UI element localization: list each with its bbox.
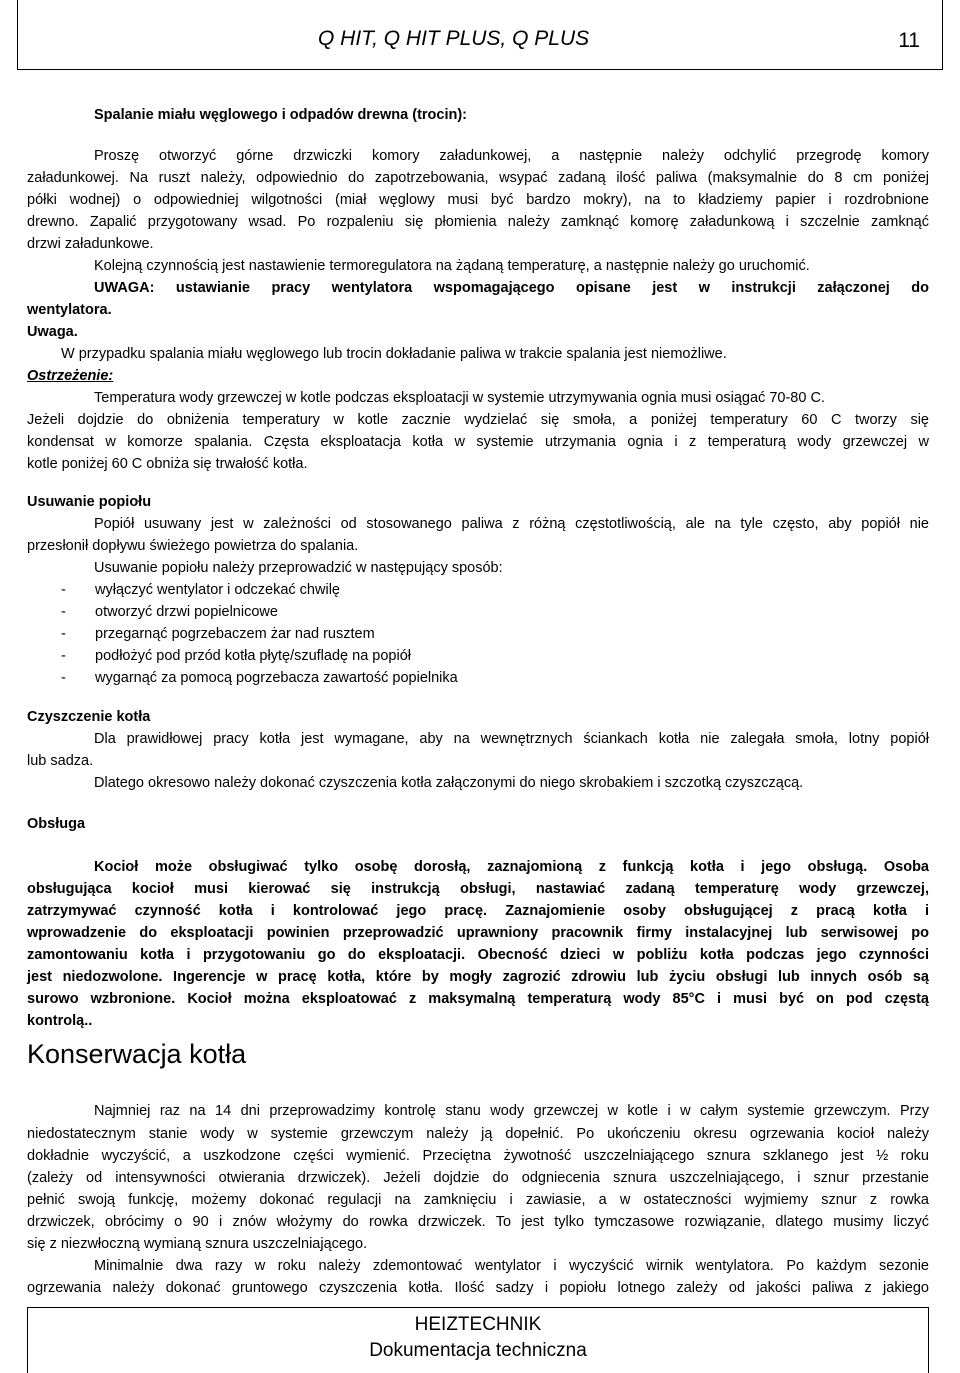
- warning-line: UWAGA: ustawianie pracy wentylatora wspomagającego opisane jest w instrukcji załączonej do: [94, 280, 929, 296]
- paragraph-line: wprowadzenie do eksploatacji powinien przeprowadzić uprawniony pracownik firmy instalacyjnej lub serwisowej po: [27, 925, 929, 941]
- note-label: Uwaga.: [27, 324, 78, 340]
- paragraph-line: jest niedozwolone. Ingerencje w pracę kotła, które by mogły zagrozić zdrowiu lub życiu obsługi lub innych osób są: [27, 969, 929, 985]
- paragraph-line: dokładnie wyczyścić, a uszkodzone części wymienić. Przeciętna żywotność uszczelniającego sznura szklanego jest ½ roku: [27, 1148, 929, 1164]
- paragraph-line: Jeżeli dojdzie do obniżenia temperatury w kotle zacznie wydzielać się smoła, a poniżej temperatury 60 C tworzy się: [27, 412, 929, 428]
- paragraph-line: Dla prawidłowej pracy kotła jest wymagane, aby na wewnętrznych ściankach kotła nie zalegała smoła, lotny popiół: [94, 731, 929, 747]
- page-header: [17, 0, 943, 70]
- paragraph-line: Proszę otworzyć górne drzwiczki komory załadunkowej, a następnie należy odchylić przegrodę komory: [94, 148, 929, 164]
- footer-doc-type: Dokumentacja techniczna: [369, 1340, 587, 1361]
- paragraph-line: drewno. Zapalić przygotowany wsad. Po rozpaleniu się płomienia należy zamknąć komorę załadunkową i szczelnie zamknąć: [27, 214, 929, 230]
- paragraph-line: drzwiczek, obrócimy o 90 i znów włożymy do rowka drzwiczek. To jest tylko tymczasowe rozwiązanie, dlatego musimy liczyć: [27, 1214, 929, 1230]
- paragraph-line: zatrzymywać czynność kotła i kontrolować jego pracę. Zaznajomienie osoby obsługującej z pracą kotła i: [27, 903, 929, 919]
- section-heading-cleaning: Czyszczenie kotła: [27, 709, 151, 725]
- paragraph-line: Kocioł może obsługiwać tylko osobę dorosłą, zaznajomioną z funkcją kotła i jego obsługą. Osoba: [94, 859, 929, 875]
- paragraph-line: Minimalnie dwa razy w roku należy zdemontować wentylator i wyczyścić wirnik wentylatora. Po każdym sezonie: [94, 1258, 929, 1274]
- paragraph-line: zamontowaniu kotła i przygotowaniu go do eksploatacji. Obecność dzieci w pobliżu kotła podczas jego czynności: [27, 947, 929, 963]
- list-item: - podłożyć pod przód kotła płytę/szufladę na popiół: [61, 648, 411, 664]
- paragraph-line: obsługująca kocioł musi kierować się instrukcją obsługi, nastawiać zadaną temperaturę wody grzewczej,: [27, 881, 929, 897]
- caution-label: Ostrzeżenie:: [27, 368, 114, 384]
- paragraph-line: ogrzewania należy dokonać gruntowego czyszczenia kotła. Ilość sadzy i popiołu lotnego zależy od jakości paliwa z jakiego: [27, 1280, 929, 1296]
- page-number: 11: [898, 29, 920, 52]
- paragraph-line: półki wodnej) o odpowiedniej wilgotności (miał węglowy musi być bardzo mokry), na to kładziemy papier i rozdrobnione: [27, 192, 929, 208]
- paragraph-line: Najmniej raz na 14 dni przeprowadzimy kontrolę stanu wody grzewczej w kotle i w całym systemie grzewczym. Przy: [94, 1103, 929, 1119]
- paragraph-line: (zależy od intensywności otwierania drzwiczek). Jeżeli dojdzie do odgniecenia sznura uszczelniającego, i sznur przestanie: [27, 1170, 929, 1186]
- paragraph-line: kontrolą..: [27, 1013, 93, 1029]
- paragraph-line: załadunkowej. Na ruszt należy, odpowiednio do zapotrzebowania, wsypać zadaną ilość paliwa (maksymalnie do 8 cm poniżej: [27, 170, 929, 186]
- paragraph-line: Dlatego okresowo należy dokonać czyszczenia kotła załączonymi do niego skrobakiem i szczotką czyszczącą.: [94, 775, 804, 791]
- section-heading-sawdust: Spalanie miału węglowego i odpadów drewna (trocin):: [94, 107, 468, 123]
- header-title: Q HIT, Q HIT PLUS, Q PLUS: [318, 27, 590, 50]
- list-item: - wygarnąć za pomocą pogrzebacza zawartość popielnika: [61, 670, 458, 686]
- paragraph-line: się z niezwłoczną wymianą sznura uszczelniającego.: [27, 1236, 368, 1252]
- paragraph-line: pełnić swoją funkcję, możemy dokonać regulacji na zamknięciu i zawiasie, a w ostateczności wyjmiemy sznur z rowka: [27, 1192, 929, 1208]
- paragraph-line: kotle poniżej 60 C obniża się trwałość kotła.: [27, 456, 308, 472]
- paragraph-line: W przypadku spalania miału węglowego lub trocin dokładanie paliwa w trakcie spalania jest niemożliwe.: [61, 346, 727, 362]
- section-title-maintenance: Konserwacja kotła: [27, 1039, 247, 1069]
- footer-company: HEIZTECHNIK: [414, 1314, 542, 1335]
- list-item: - przegarnąć pogrzebaczem żar nad rusztem: [61, 626, 375, 642]
- paragraph-line: Kolejną czynnością jest nastawienie termoregulatora na żądaną temperaturę, a następnie należy go uruchomić.: [94, 258, 810, 274]
- paragraph-line: Popiół usuwany jest w zależności od stosowanego paliwa z różną częstotliwością, ale na tyle często, aby popiół nie: [94, 516, 929, 532]
- list-item: - otworzyć drzwi popielnicowe: [61, 604, 278, 620]
- paragraph-line: lub sadza.: [27, 753, 94, 769]
- paragraph-line: przesłonił dopływu świeżego powietrza do spalania.: [27, 538, 359, 554]
- page-footer: [27, 1307, 929, 1373]
- section-heading-ash: Usuwanie popiołu: [27, 494, 152, 510]
- paragraph-line: Temperatura wody grzewczej w kotle podczas eksploatacji w systemie utrzymywania ognia musi osiągać 70-80 C.: [94, 390, 825, 406]
- paragraph-line: surowo wzbronione. Kocioł można eksploatować z maksymalną temperaturą wody 85°C i musi być on pod częstą: [27, 991, 929, 1007]
- section-heading-operation: Obsługa: [27, 816, 86, 832]
- warning-line: wentylatora.: [27, 302, 112, 318]
- paragraph-line: niedostatecznym stanie wody w systemie grzewczym należy ją dopełnić. Po ukończeniu okresu ogrzewania kocioł należy: [27, 1126, 929, 1142]
- paragraph-line: kondensat w komorze spalania. Częsta eksploatacja kotła w systemie utrzymania ognia i z temperaturą wody grzewczej w: [27, 434, 929, 450]
- paragraph-line: drzwi załadunkowe.: [27, 236, 154, 252]
- paragraph-line: Usuwanie popiołu należy przeprowadzić w następujący sposób:: [94, 560, 503, 576]
- list-item: - wyłączyć wentylator i odczekać chwilę: [61, 582, 340, 598]
